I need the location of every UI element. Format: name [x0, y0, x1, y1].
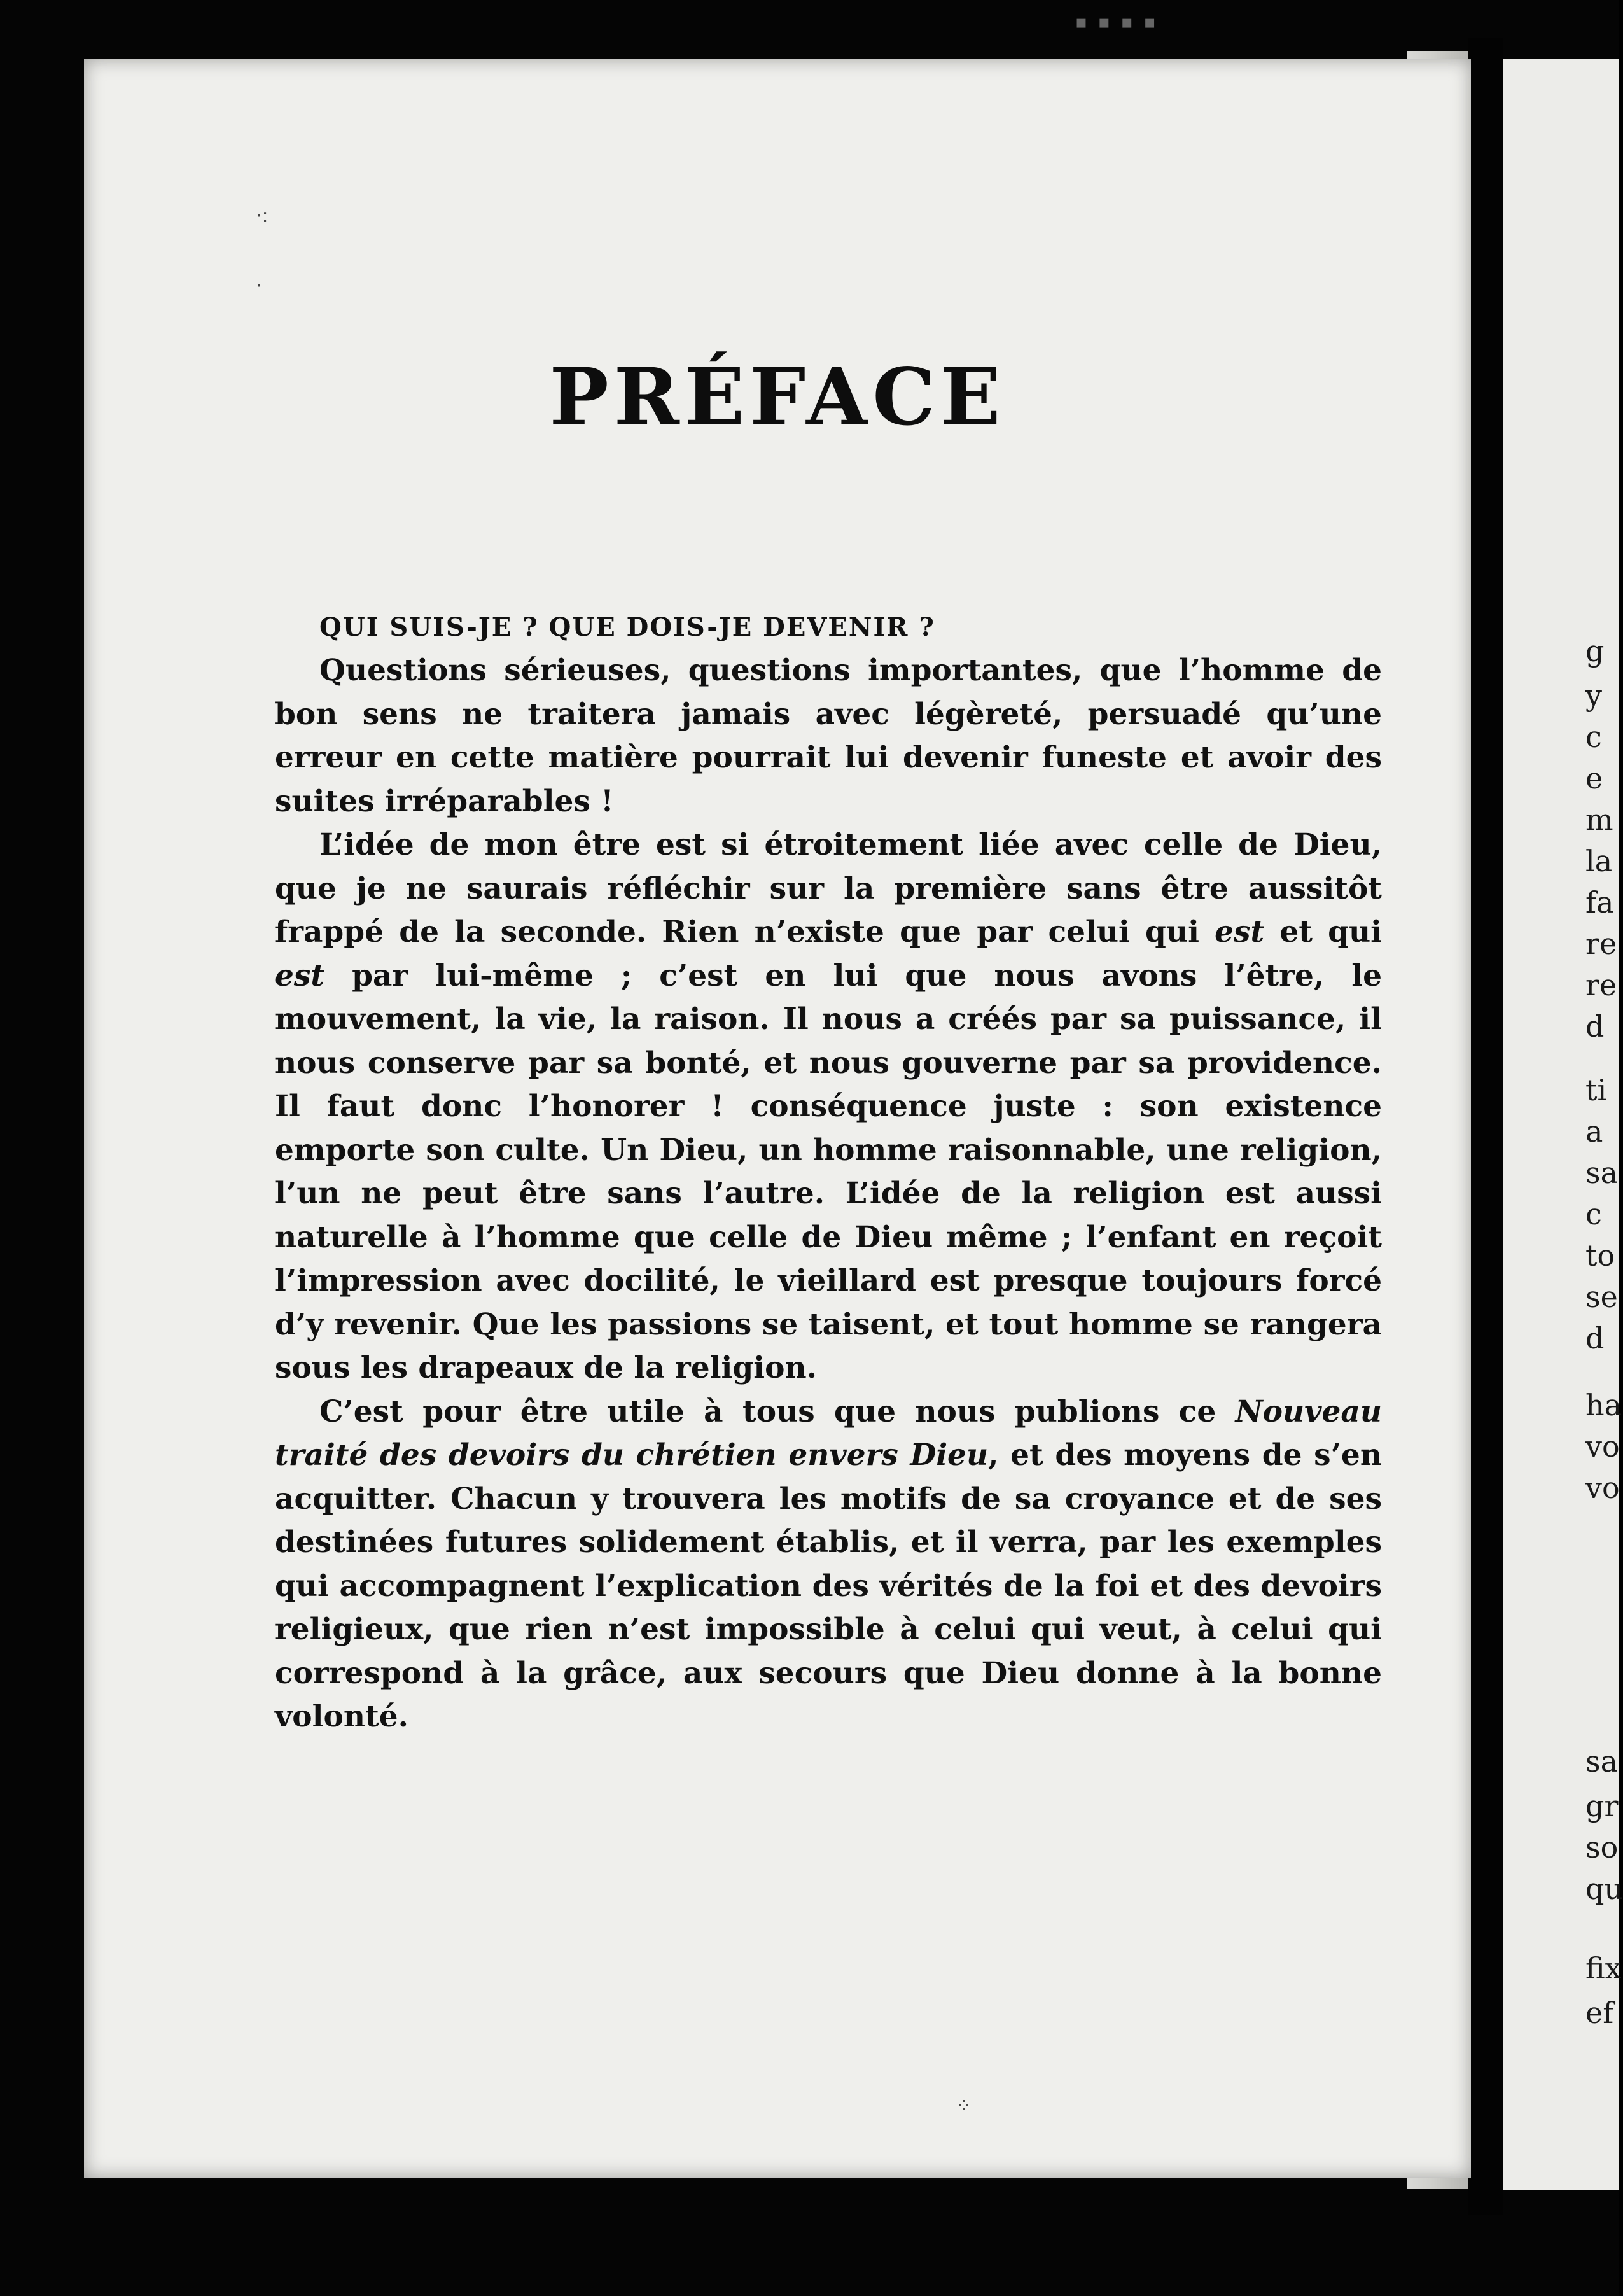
preface-heading: QUI SUIS-JE ? QUE DOIS-JE DEVENIR ?: [319, 612, 935, 642]
text-run: Questions sérieuses, questions importantes, que l’homme de bon sens ne traitera jamais avec légèreté, persuadé qu’une erreur en cette matière pourrait lui devenir funeste et avoir des suites irréparables !: [275, 653, 1382, 819]
text-run: , et des moyens de s’en acquitter. Chacun y trouvera les motifs de sa croyance et de ses destinées futures solidement établis, et il verra, par les exemples qui accompagnent l’explication des vérités de la foi et des devoirs religieux, que rien n’est impossible à celui qui veut, à celui qui correspond à la grâce, aux secours que Dieu donne à la bonne volonté.: [275, 1438, 1383, 1734]
facing-page-fragment: so: [1585, 1830, 1619, 1865]
facing-page-fragment: to: [1585, 1238, 1615, 1273]
facing-page-fragment: g: [1585, 634, 1605, 668]
page-title: PRÉFACE: [549, 351, 1006, 444]
facing-page-fragment: re: [1585, 968, 1617, 1002]
facing-page-fragment: c: [1585, 1197, 1602, 1231]
facing-page-fragment: fa: [1585, 885, 1614, 920]
book-page: [84, 59, 1471, 2178]
facing-page-fragment: d: [1585, 1009, 1605, 1044]
text-run: C’est pour être utile à tous que nous publions ce: [319, 1394, 1236, 1429]
facing-page-fragment: vo: [1585, 1471, 1620, 1505]
facing-page-fragment: y: [1585, 678, 1602, 713]
italic-text: est: [275, 958, 325, 993]
facing-page-fragment: sa: [1585, 1156, 1619, 1190]
scan-speck: ·: [256, 275, 262, 297]
facing-page-fragment: re: [1585, 927, 1617, 961]
facing-page-fragment: c: [1585, 720, 1602, 754]
text-run: par lui-même ; c’est en lui que nous avons l’être, le mouvement, la vie, la raison. Il nous a créés par sa puissance, il nous conserve par sa bonté, et nous gouverne par sa providence. Il faut donc l’honorer ! conséquence juste : son existence emporte son culte. Un Dieu, un homme raisonnable, une religion, l’un ne peut être sans l’autre. L’idée de la religion est aussi naturelle à l’homme que celle de Dieu même ; l’enfant en reçoit l’impression avec docilité, le vieillard est presque toujours forcé d’y revenir. Que les passions se taisent, et tout homme se rangera sous les drapeaux de la religion.: [275, 958, 1382, 1385]
preface-body: [275, 606, 1382, 1739]
preface-paragraph: [275, 649, 1382, 823]
facing-page-fragment: sa: [1585, 1744, 1619, 1779]
text-run: et qui: [1264, 914, 1383, 949]
facing-page-fragment: e: [1585, 761, 1603, 795]
facing-page-fragment: vo: [1585, 1429, 1620, 1464]
scan-speck: ⁘: [956, 2095, 972, 2117]
preface-paragraph: [275, 823, 1382, 1390]
facing-page-fragment: ha: [1585, 1388, 1622, 1422]
facing-page-fragment: la: [1585, 844, 1613, 878]
facing-page-fragment: a: [1585, 1114, 1603, 1149]
facing-page-fragment: d: [1585, 1321, 1605, 1355]
facing-page-fragment: fix: [1585, 1951, 1622, 1985]
facing-page-fragment: gr: [1585, 1789, 1619, 1823]
facing-page-fragment: ti: [1585, 1073, 1607, 1107]
facing-page-fragment: ef: [1585, 1996, 1614, 2030]
italic-text: Nouveau traité des devoirs du chrétien envers Dieu: [275, 1394, 1382, 1473]
text-run: L’idée de mon être est si étroitement liée avec celle de Dieu, que je ne saurais réfléchir sur la première sans être aussitôt frappé de la seconde. Rien n’existe que par celui qui: [275, 827, 1382, 949]
facing-page-fragment: qu: [1585, 1872, 1623, 1906]
scan-edge-mark: ▪ ▪ ▪ ▪: [1075, 11, 1159, 32]
preface-paragraph: [275, 1390, 1382, 1739]
scan-speck: ·:: [256, 205, 268, 227]
paragraph-list: [275, 649, 1382, 1739]
italic-text: est: [1215, 914, 1265, 949]
book-gutter: [1468, 38, 1503, 2215]
facing-page-fragment: m: [1585, 802, 1613, 837]
facing-page: [1503, 59, 1623, 2190]
facing-page-fragment: se: [1585, 1280, 1618, 1314]
